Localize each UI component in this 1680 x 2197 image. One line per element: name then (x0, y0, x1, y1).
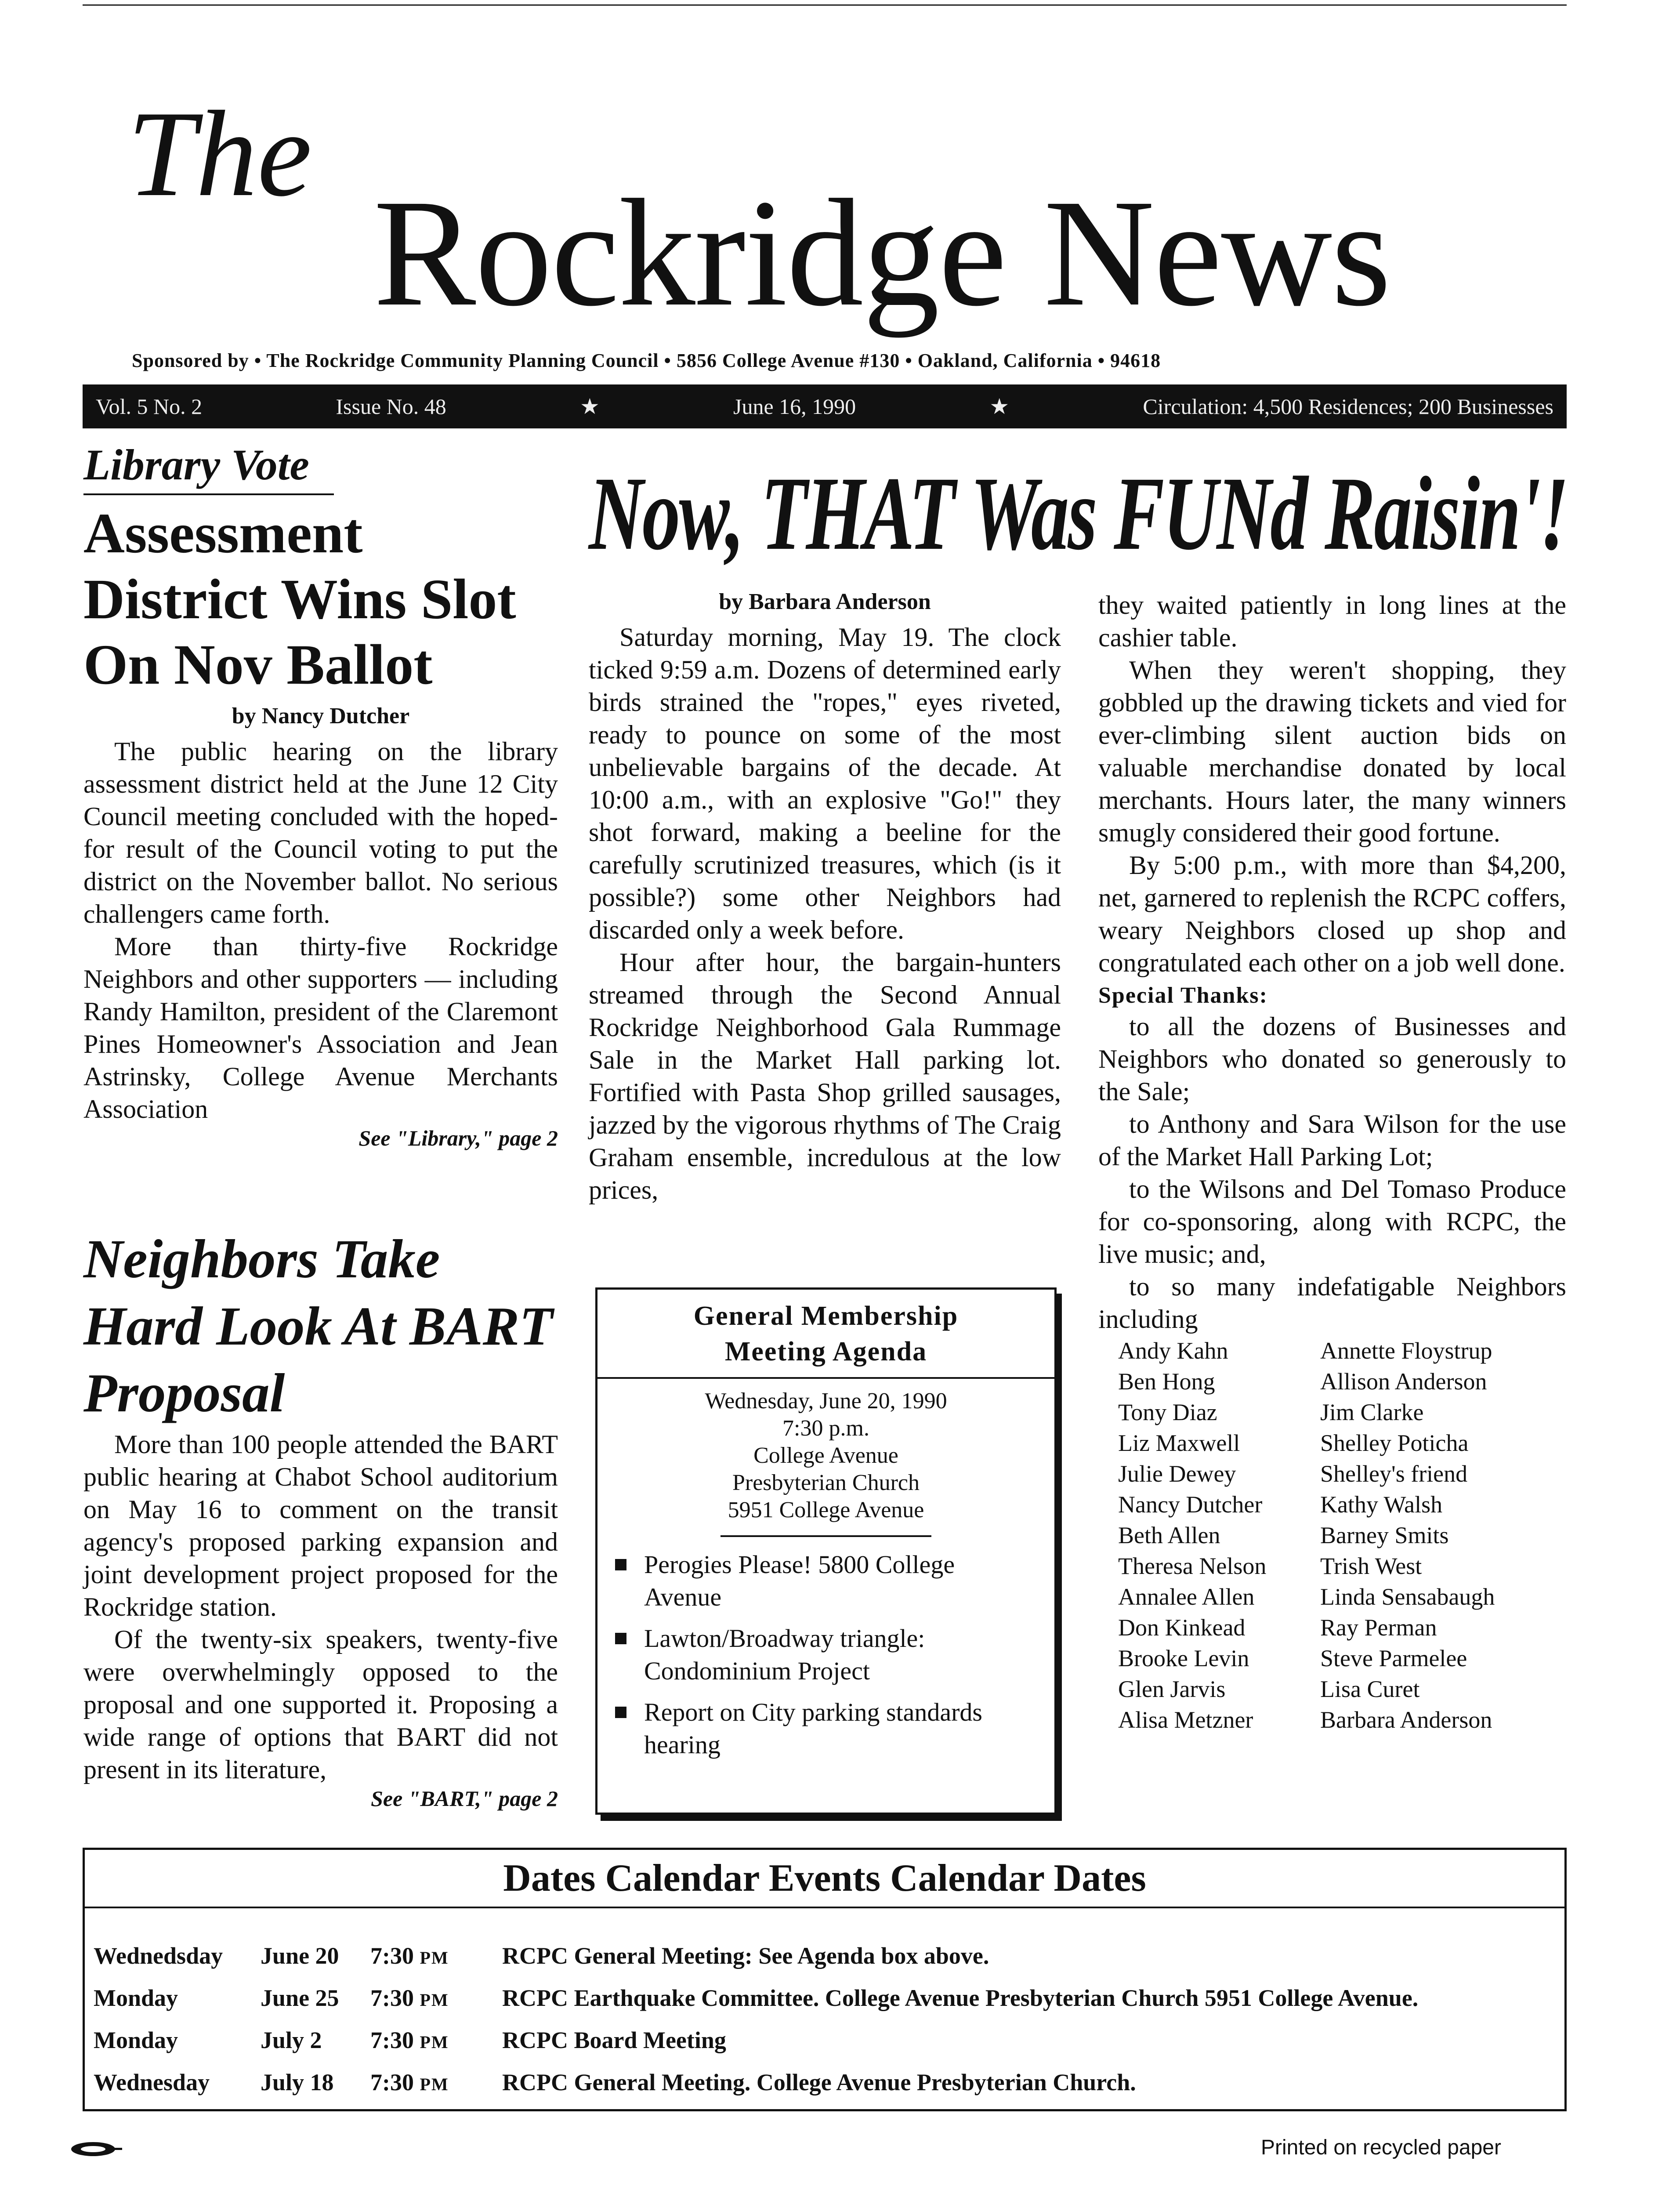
calendar-row (94, 1935, 1418, 1977)
fundraiser-paragraph: When they weren't shopping, they gobbled up the drawing tickets and vied for ever-climbing silent auction bids on valuable merchandise donated by local merchants. Hours later, the many winners smugly considered their good fortune. (1098, 656, 1566, 847)
bart-paragraph: More than 100 people attended the BART public hearing at Chabot School auditorium on May 16 to comment on the transit agency's proposed parking expansion and joint development project proposed for the Rockridge station. (83, 1430, 558, 1621)
agenda-address: 5951 College Avenue (728, 1497, 924, 1523)
fundraiser-headline: Now, THAT Was FUNd Raisin'! (589, 455, 1568, 572)
thanks-paragraph: to so many indefatigable Neighbors including (1098, 1272, 1566, 1334)
top-rule (83, 4, 1567, 6)
volunteer-name: Kathy Walsh (1320, 1491, 1443, 1518)
event-description: RCPC General Meeting. College Avenue Presbyterian Church. (502, 2069, 1136, 2095)
volunteer-name: Andy Kahn (1118, 1338, 1228, 1364)
agenda-box (595, 1287, 1057, 1815)
volunteer-name: Lisa Curet (1320, 1676, 1420, 1702)
volunteer-name: Alisa Metzner (1118, 1707, 1253, 1733)
square-bullet-icon (615, 1559, 626, 1570)
volunteer-name: Beth Allen (1118, 1522, 1220, 1548)
thanks-paragraph: to Anthony and Sara Wilson for the use of the Market Hall Parking Lot; (1098, 1109, 1566, 1171)
fundraiser-column-1 (589, 589, 1061, 1206)
agenda-title-line: General Membership (693, 1301, 959, 1331)
volunteer-name: Don Kinkead (1118, 1614, 1246, 1641)
calendar-row (94, 2019, 1418, 2061)
volunteer-name: Jim Clarke (1320, 1399, 1424, 1425)
event-description: RCPC Earthquake Committee. College Avenue Presbyterian Church 5951 College Avenue. (502, 1985, 1419, 2011)
agenda-date: Wednesday, June 20, 1990 (705, 1389, 947, 1414)
volunteer-name: Theresa Nelson (1118, 1553, 1267, 1579)
event-time: 7:30 PM (370, 2027, 449, 2053)
special-thanks-heading: Special Thanks: (1098, 983, 1268, 1008)
volume-number: Vol. 5 No. 2 (96, 394, 203, 419)
names-column-right (1320, 1335, 1540, 1735)
square-bullet-icon (615, 1633, 626, 1644)
calendar-row (94, 2061, 1418, 2103)
library-article (83, 703, 558, 1151)
agenda-time: 7:30 p.m. (782, 1416, 869, 1441)
star-icon: ★ (579, 394, 600, 419)
thanks-paragraph: to the Wilsons and Del Tomaso Produce for co-sponsoring, along with RCPC, the live music; and, (1098, 1175, 1566, 1269)
volunteer-name: Brooke Levin (1118, 1645, 1249, 1671)
event-day: Monday (94, 1985, 178, 2011)
library-paragraph: More than thirty-five Rockridge Neighbors and other supporters — including Randy Hamilton, president of the Claremont Pines Homeowner's Association and Jean Astrinsky, College Avenue Merchants Association (83, 932, 558, 1124)
volunteer-names (1118, 1335, 1566, 1735)
volunteer-name: Ben Hong (1118, 1368, 1215, 1395)
volunteer-name: Barbara Anderson (1320, 1707, 1492, 1733)
agenda-venue: College Avenue (753, 1443, 898, 1468)
volunteer-name: Linda Sensabaugh (1320, 1584, 1495, 1610)
volunteer-name: Glen Jarvis (1118, 1676, 1226, 1702)
fundraiser-column-2 (1098, 589, 1566, 1735)
volunteer-name: Nancy Dutcher (1118, 1491, 1263, 1518)
agenda-item: Perogies Please! 5800 College Avenue (615, 1548, 1037, 1613)
event-day: Monday (94, 2027, 178, 2053)
issue-info-bar (83, 384, 1567, 428)
circulation: Circulation: 4,500 Residences; 200 Businesses (1143, 394, 1553, 419)
volunteer-name: Annette Floystrup (1320, 1338, 1492, 1364)
event-description: RCPC Board Meeting (502, 2027, 726, 2053)
recycled-paper-note: Printed on recycled paper (1261, 2136, 1501, 2159)
library-continued: See "Library," page 2 (358, 1126, 558, 1150)
bart-paragraph: Of the twenty-six speakers, twenty-five were overwhelmingly opposed to the proposal and one supported it. Proposing a wide range of options that BART did not present in its literature, (83, 1625, 558, 1784)
events-calendar (83, 1848, 1567, 2111)
volunteer-name: Julie Dewey (1118, 1461, 1236, 1487)
volunteer-name: Steve Parmelee (1320, 1645, 1467, 1671)
volunteer-name: Annalee Allen (1118, 1584, 1255, 1610)
agenda-items (615, 1548, 1037, 1761)
library-headline: Assessment District Wins Slot On Nov Ballot (83, 502, 516, 696)
event-date: June 20 (261, 1943, 339, 1969)
event-description: RCPC General Meeting: See Agenda box above. (502, 1943, 989, 1969)
fundraiser-paragraph: Saturday morning, May 19. The clock ticked 9:59 a.m. Dozens of determined early birds strained the "ropes," eyes riveted, ready to pounce on some of the most unbelievable bargains of the decade. At 10:00 a.m., with an explosive "Go!" they shot forward, making a beeline for the carefully scrutinized treasures, which (is it possible?) some other Neighbors had discarded only a week before. (589, 623, 1061, 944)
masthead-title: Rockridge News (373, 167, 1390, 338)
agenda-item: Lawton/Broadway triangle: Condominium Project (615, 1622, 1037, 1687)
event-time: 7:30 PM (370, 1943, 449, 1969)
agenda-venue: Presbyterian Church (732, 1470, 920, 1496)
agenda-info (615, 1388, 1037, 1524)
calendar-row (94, 1977, 1418, 2019)
names-column-left (1118, 1335, 1320, 1735)
agenda-title-line: Meeting Agenda (724, 1336, 927, 1367)
fundraiser-body-2 (1098, 589, 1566, 979)
bart-article (83, 1428, 558, 1811)
agenda-item: Report on City parking standards hearing (615, 1696, 1037, 1761)
library-body (83, 735, 558, 1125)
event-date: July 18 (261, 2069, 334, 2095)
volunteer-name: Tony Diaz (1118, 1399, 1217, 1425)
volunteer-name: Liz Maxwell (1118, 1430, 1240, 1456)
agenda-title (597, 1298, 1054, 1379)
calendar-table (94, 1935, 1418, 2103)
library-paragraph: The public hearing on the library assessment district held at the June 12 City Council meeting concluded with the hoped-for result of the Council voting to put the district on the November ballot. No serious challengers came forth. (83, 737, 558, 928)
special-thanks-body (1098, 1010, 1566, 1335)
issue-number: Issue No. 48 (336, 394, 446, 419)
library-byline: by Nancy Dutcher (232, 703, 410, 729)
fundraiser-body-1 (589, 621, 1061, 1206)
bart-continued: See "BART," page 2 (371, 1786, 558, 1811)
fundraiser-paragraph: Hour after hour, the bargain-hunters streamed through the Second Annual Rockridge Neighborhood Gala Rummage Sale in the Market Hall parking lot. Fortified with Pasta Shop grilled sausages, jazzed by the vigorous rhythms of The Craig Graham ensemble, incredulous at the low prices, (589, 948, 1061, 1204)
fundraiser-paragraph: they waited patiently in long lines at the cashier table. (1098, 591, 1566, 652)
issue-date: June 16, 1990 (733, 394, 856, 419)
bart-headline: Neighbors Take Hard Look At BART Proposal (83, 1229, 553, 1424)
volunteer-name: Allison Anderson (1320, 1368, 1487, 1395)
event-day: Wednesday (94, 2069, 210, 2095)
sponsor-line: Sponsored by • The Rockridge Community Planning Council • 5856 College Avenue #130 • Oakland, California • 94618 (132, 350, 1161, 371)
recycle-logo-icon (66, 2140, 123, 2158)
bart-body (83, 1428, 558, 1786)
volunteer-name: Ray Perman (1320, 1614, 1437, 1641)
volunteer-name: Trish West (1320, 1553, 1422, 1579)
agenda-divider (721, 1535, 931, 1537)
event-date: July 2 (261, 2027, 322, 2053)
event-day: Wednedsday (94, 1943, 223, 1969)
event-time: 7:30 PM (370, 2069, 449, 2095)
volunteer-name: Shelley Poticha (1320, 1430, 1469, 1456)
library-kicker: Library Vote (83, 439, 334, 495)
square-bullet-icon (615, 1707, 626, 1718)
fundraiser-paragraph: By 5:00 p.m., with more than $4,200, net, garnered to replenish the RCPC coffers, weary Neighbors closed up shop and congratulated each other on a job well done. (1098, 851, 1566, 977)
fundraiser-byline: by Barbara Anderson (719, 589, 931, 614)
thanks-paragraph: to all the dozens of Businesses and Neighbors who donated so generously to the Sale; (1098, 1012, 1566, 1106)
event-date: June 25 (261, 1985, 339, 2011)
masthead-the: The (127, 85, 312, 222)
calendar-title: Dates Calendar Events Calendar Dates (85, 1850, 1564, 1908)
star-icon: ★ (989, 394, 1010, 419)
volunteer-name: Barney Smits (1320, 1522, 1449, 1548)
event-time: 7:30 PM (370, 1985, 449, 2011)
volunteer-name: Shelley's friend (1320, 1461, 1468, 1487)
